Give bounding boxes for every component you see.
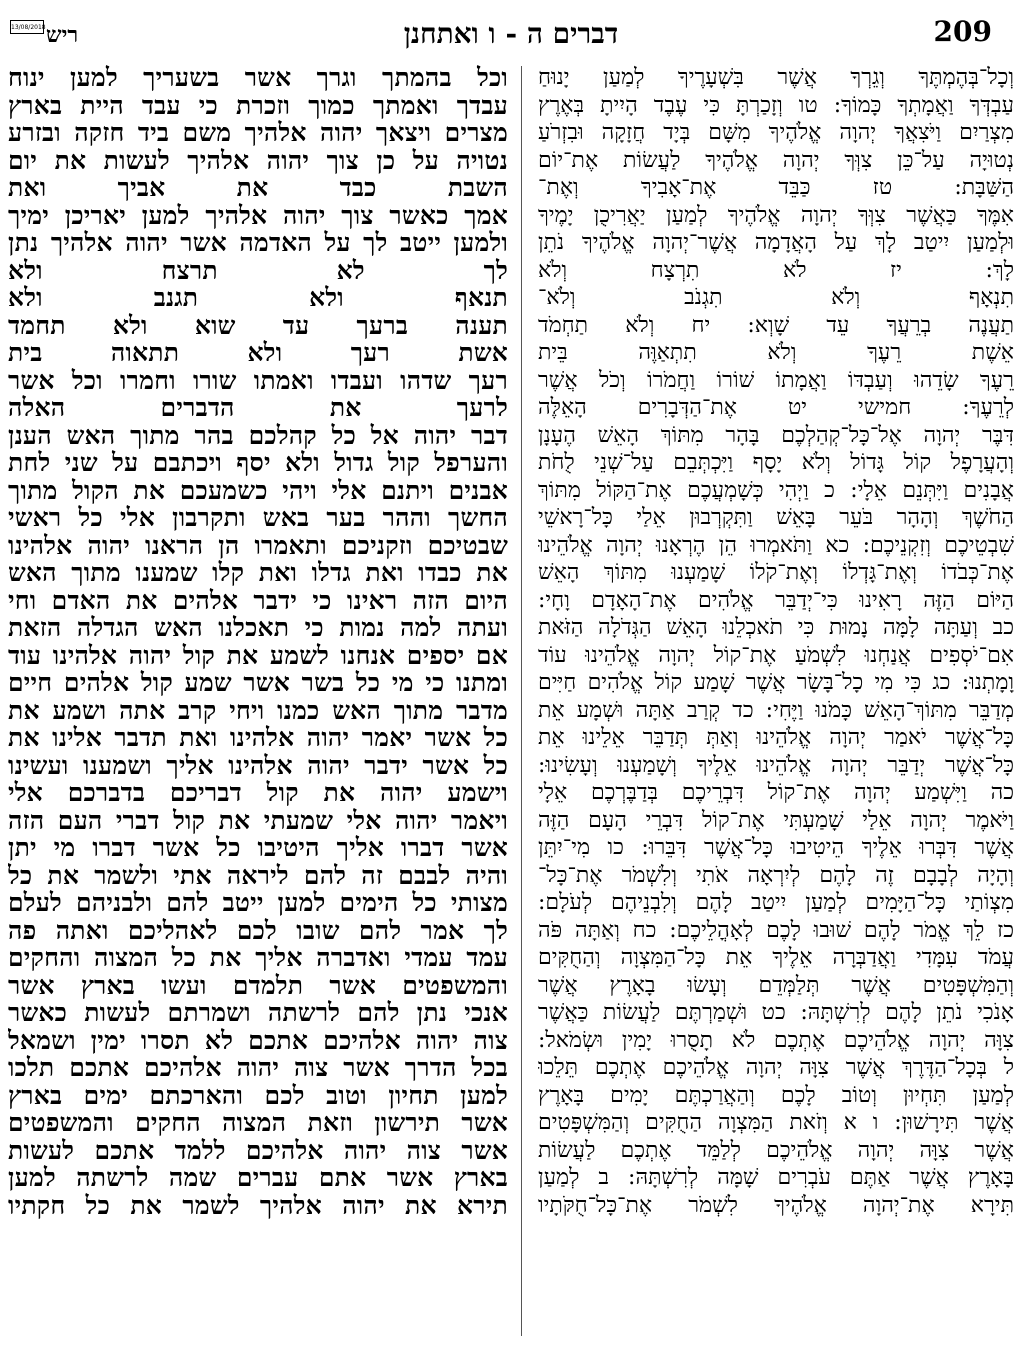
text-line-unpointed: אנכי נתן להם לרשתה ושמרתם לעשות כאשר [8, 999, 508, 1027]
text-line-unpointed: שבטיכם וזקניכם ותאמרו הן הראנו יהוה אלהינו [8, 531, 508, 559]
text-line-unpointed: בכל הדרך אשר צוה יהוה אלהיכם אתכם תלכו [8, 1054, 508, 1082]
text-line-vocalized: אֶת־כְּבֹדוֹ וְאֶת־גָּדְלוֹ וְאֶת־קֹלוֹ שָׁמַעְנוּ מִתּוֹךְ הָאֵשׁ [538, 560, 1014, 585]
text-line-unpointed: בארץ אשר אתם עברים שמה לרשתה למען [8, 1164, 508, 1192]
text-line-vocalized: וְהַמִּשְׁפָּטִים אֲשֶׁר תְּלַמְּדֵם וְעָשׂוּ בָאָרֶץ אֲשֶׁר [538, 972, 1014, 998]
text-line-vocalized: הַיּוֹם הַזֶּה רָאִינוּ כִּי־יְדַבֵּר אֱלֹהִים אֶת־הָאָדָם וָחָי: [538, 587, 1014, 613]
text-line-unpointed: וישמע יהוה את קול דבריכם בדברכם אלי [8, 779, 508, 807]
text-line-unpointed: ויאמר יהוה אלי שמעתי את קול דברי העם הזה [8, 806, 508, 834]
text-line-vocalized: מִצְוֹתַי כָּל־הַיָּמִים לְמַעַן יִיטַב לָהֶם וְלִבְנֵיהֶם לְעֹלָם: [538, 890, 1014, 915]
text-line-unpointed: כל אשר ידבר יהוה אלהינו אליך ושמענו ועשינו [8, 751, 508, 779]
text-line-unpointed: השבת כבד את אביך ואת [8, 174, 508, 202]
text-line-unpointed: והיה לבבם זה להם ליראה אתי ולשמר את כל [8, 861, 508, 889]
text-line-vocalized: וַיֹּאמֶר יְהוָה אֵלַי שָׁמַעְתִּי אֶת־קוֹל דִּבְרֵי הָעָם הַזֶּה [538, 807, 1014, 833]
right-column-vocalized-text [538, 64, 1014, 1219]
text-line-vocalized: אִמֶּךָ כַּאֲשֶׁר צִוְּךָ יְהוָה אֱלֹהֶיךָ לְמַעַן יַאֲרִיכֻן יָמֶיךָ [538, 202, 1014, 228]
text-line-vocalized: וְהָעֲרָפֶל קוֹל גָּדוֹל וְלֹא יָסָף וַיִּכְתְּבֵם עַל־שְׁנֵי לֻחֹת [538, 450, 1014, 475]
text-line-unpointed: נטויה על כן צוך יהוה אלהיך לעשות את יום [8, 146, 508, 174]
text-line-unpointed: לך לא תרצח ולא [8, 256, 508, 284]
text-line-unpointed: החשך וההר בער באש ותקרבון אלי כל ראשי [8, 504, 508, 532]
text-line-unpointed: דבר יהוה אל כל קהלכם בהר מתוך האש הענן [8, 421, 508, 449]
text-line-unpointed: לרעך את הדברים האלה [8, 394, 508, 422]
page-header [0, 0, 1022, 56]
text-line-unpointed: כל אשר יאמר יהוה אלהינו ואת תדבר אלינו את [8, 724, 508, 752]
page-number: 209 [933, 15, 992, 48]
text-line-unpointed: אשר תירשון וזאת המצוה החקים והמשפטים [8, 1109, 508, 1137]
column-divider [521, 66, 522, 1336]
text-line-unpointed: מצותי כל הימים למען ייטב להם ולבניהם לעלם [8, 889, 508, 917]
text-line-vocalized: וְכָל־בְּהֶמְתֶּךָ וְגֵרְךָ אֲשֶׁר בִּשְׁעָרֶיךָ לְמַעַן יָנוּחַ [538, 65, 1014, 90]
text-line-unpointed: רעך שדהו ועבדו ואמתו שורו וחמרו וכל אשר [8, 366, 508, 394]
text-line-unpointed: תירא את יהוה אלהיך לשמר את כל חקתיו [8, 1191, 508, 1219]
text-line-vocalized: תַעֲנֶה בְרֵעֲךָ עֵד שָׁוְא: יח וְלֹא תַחְמֹד [538, 312, 1014, 338]
text-line-unpointed: למען תחיון וטוב לכם והארכתם ימים בארץ [8, 1081, 508, 1109]
text-line-unpointed: תנאף ולא תגנב ולא [8, 284, 508, 312]
text-line-unpointed: עמד עמדי ואדברה אליך את כל המצוה והחקים [8, 944, 508, 972]
text-line-unpointed: מדבר מתוך האש כמנו ויחי קרב אתה ושמע את [8, 696, 508, 724]
text-line-vocalized: עֲמֹד עִמָּדִי וַאֲדַבְּרָה אֵלֶיךָ אֵת כָּל־הַמִּצְוָה וְהַחֻקִּים [538, 945, 1014, 970]
text-line-unpointed: אשת רעך ולא תתאוה בית [8, 339, 508, 367]
text-line-vocalized: אֲשֶׁר צִוָּה יְהוָה אֱלֹהֵיכֶם לְלַמֵּד אֶתְכֶם לַעֲשׂוֹת [538, 1137, 1014, 1163]
text-line-vocalized: כב וְעַתָּה לָמָּה נָמוּת כִּי תֹאכְלֵנוּ הָאֵשׁ הַגְּדֹלָה הַזֹּאת [538, 615, 1014, 640]
text-line-unpointed: היום הזה ראינו כי ידבר אלהים את האדם וחי [8, 586, 508, 614]
text-line-unpointed: אמך כאשר צוך יהוה אלהיך למען יאריכן ימיך [8, 201, 508, 229]
text-line-unpointed: ומתנו כי מי כל בשר אשר שמע קול אלהים חיים [8, 669, 508, 697]
text-line-vocalized: אָנֹכִי נֹתֵן לָהֶם לְרִשְׁתָּהּ: כט וּשְׁמַרְתֶּם לַעֲשׂוֹת כַּאֲשֶׁר [538, 1000, 1014, 1025]
text-line-vocalized: אֲשֶׁר תִּירָשׁוּן: ו א וְזֹאת הַמִּצְוָה הַחֻקִּים וְהַמִּשְׁפָּטִים [538, 1110, 1014, 1135]
text-line-vocalized: ל בְּכָל־הַדֶּרֶךְ אֲשֶׁר צִוָּה יְהוָה אֱלֹהֵיכֶם אֶתְכֶם תֵּלֵכוּ [538, 1055, 1014, 1080]
text-line-unpointed: מצרים ויצאך יהוה אלהיך משם ביד חזקה ובזרע [8, 119, 508, 147]
text-line-unpointed: ולמען ייטב לך על האדמה אשר יהוה אלהיך נתן [8, 229, 508, 257]
text-line-vocalized: בָּאָרֶץ אֲשֶׁר אַתֶּם עֹבְרִים שָׁמָּה לְרִשְׁתָּהּ: ב לְמַעַן [538, 1165, 1014, 1190]
text-line-vocalized: וָמָתְנוּ: כג כִּי מִי כָל־בָּשָׂר אֲשֶׁר שָׁמַע קוֹל אֱלֹהִים חַיִּים [538, 670, 1014, 695]
text-line-unpointed: והמשפטים אשר תלמדם ועשו בארץ אשר [8, 971, 508, 999]
text-line-vocalized: לָךְ: יז לֹא תִרְצָח וְלֹא [538, 257, 1014, 283]
text-line-vocalized: לְמַעַן תִּחְיוּן וְטוֹב לָכֶם וְהַאֲרַכְתֶּם יָמִים בָּאָרֶץ [538, 1082, 1014, 1108]
text-line-unpointed: והערפל קול גדול ולא יסף ויכתבם על שני לחת [8, 449, 508, 477]
text-line-unpointed: אבנים ויתנם אלי ויהי כשמעכם את הקול מתוך [8, 476, 508, 504]
text-line-vocalized: מְדַבֵּר מִתּוֹךְ־הָאֵשׁ כָּמֹנוּ וַיֶּחִי: כד קְרַב אַתָּה וּשְׁמָע אֵת [538, 697, 1014, 723]
text-line-unpointed: תענה ברעך עד שוא ולא תחמד [8, 311, 508, 339]
text-line-vocalized: כָּל־אֲשֶׁר יְדַבֵּר יְהוָה אֱלֹהֵינוּ אֵלֶיךָ וְשָׁמַעְנוּ וְעָשִׂינוּ: [538, 752, 1014, 778]
text-line-unpointed: צוה יהוה אלהיכם אתכם לא תסרו ימין ושמאל [8, 1026, 508, 1054]
corner-mark: ריש [46, 22, 79, 48]
text-line-vocalized: נְטוּיָה עַל־כֵּן צִוְּךָ יְהוָה אֱלֹהֶיךָ לַעֲשׂוֹת אֶת־יוֹם [538, 147, 1014, 173]
text-line-unpointed: אשר צוה יהוה אלהיכם ללמד אתכם לעשות [8, 1136, 508, 1164]
text-line-vocalized: דִּבֶּר יְהוָה אֶל־כָּל־קְהַלְכֶם בָּהָר מִתּוֹךְ הָאֵשׁ הֶעָנָן [538, 422, 1014, 448]
text-line-vocalized: אֵשֶׁת רֵעֶךָ וְלֹא תִתְאַוֶּה בֵּית [538, 340, 1014, 365]
left-column-unpointed-text [8, 64, 508, 1219]
text-line-unpointed: עבדך ואמתך כמוך וזכרת כי עבד היית בארץ [8, 91, 508, 119]
text-line-vocalized: רֵעֶךָ שָׂדֵהוּ וְעַבְדּוֹ וַאֲמָתוֹ שׁוֹרוֹ וַחֲמֹרוֹ וְכֹל אֲשֶׁר [538, 367, 1014, 393]
text-line-vocalized: עַבְדְּךָ וַאֲמָתְךָ כָּמוֹךָ: טו וְזָכַרְתָּ כִּי עֶבֶד הָיִיתָ בְּאֶרֶץ [538, 92, 1014, 118]
text-line-vocalized: כז לֵךְ אֱמֹר לָהֶם שׁוּבוּ לָכֶם לְאָהֳלֵיכֶם: כח וְאַתָּה פֹּה [538, 917, 1014, 943]
text-line-vocalized: אֲבָנִים וַיִּתְּנֵם אֵלָי: כ וַיְהִי כְּשָׁמְעֲכֶם אֶת־הַקּוֹל מִתּוֹךְ [538, 477, 1014, 503]
date-stamp: 13/08/2018 [10, 20, 44, 34]
text-line-unpointed: את כבדו ואת גדלו ואת קלו שמענו מתוך האש [8, 559, 508, 587]
text-line-vocalized: אִם־יֹסְפִים אֲנַחְנוּ לִשְׁמֹעַ אֶת־קוֹל יְהוָה אֱלֹהֵינוּ עוֹד [538, 642, 1014, 668]
text-line-vocalized: מִצְרַיִם וַיֹּצִאֲךָ יְהוָה אֱלֹהֶיךָ מִשָּׁם בְּיָד חֲזָקָה וּבִזְרֹעַ [538, 120, 1014, 145]
text-line-vocalized: כה וַיִּשְׁמַע יְהוָה אֶת־קוֹל דִּבְרֵיכֶם בְּדַבֶּרְכֶם אֵלָי [538, 780, 1014, 805]
text-line-vocalized: כָּל־אֲשֶׁר יֹאמַר יְהוָה אֱלֹהֵינוּ וְאַתְּ תְּדַבֵּר אֵלֵינוּ אֵת [538, 725, 1014, 750]
text-line-unpointed: אם יספים אנחנו לשמע את קול יהוה אלהינו עוד [8, 641, 508, 669]
text-line-unpointed: אשר דברו אליך היטיבו כל אשר דברו מי יתן [8, 834, 508, 862]
text-line-vocalized: צִוָּה יְהוָה אֱלֹהֵיכֶם אֶתְכֶם לֹא תָסֻרוּ יָמִין וּשְׂמֹאל: [538, 1027, 1014, 1053]
text-line-vocalized: תִּירָא אֶת־יְהוָה אֱלֹהֶיךָ לִשְׁמֹר אֶת־כָּל־חֻקֹּתָיו [538, 1192, 1014, 1218]
text-line-vocalized: אֲשֶׁר דִּבְּרוּ אֵלֶיךָ הֵיטִיבוּ כָּל־אֲשֶׁר דִּבֵּרוּ: כו מִי־יִתֵּן [538, 835, 1014, 860]
text-line-unpointed: וכל בהמתך וגרך אשר בשעריך למען ינוח [8, 64, 508, 92]
text-line-vocalized: תִנְאָף וְלֹא תִגְנֹב וְלֹא־ [538, 285, 1014, 310]
text-line-vocalized: לְרֵעֶךָ: חמישי יט אֶת־הַדְּבָרִים הָאֵלֶּה [538, 395, 1014, 420]
running-head: דברים ה - ו ואתחנן [403, 17, 619, 50]
text-line-vocalized: וּלְמַעַן יִיטַב לָךְ עַל הָאֲדָמָה אֲשֶׁר־יְהוָה אֱלֹהֶיךָ נֹתֵן [538, 230, 1014, 255]
text-line-unpointed: ועתה למה נמות כי תאכלנו האש הגדלה הזאת [8, 614, 508, 642]
text-line-vocalized: הַחֹשֶׁךְ וְהָהָר בֹּעֵר בָּאֵשׁ וַתִּקְרְבוּן אֵלַי כָּל־רָאשֵׁי [538, 505, 1014, 530]
text-line-unpointed: לך אמר להם שובו לכם לאהליכם ואתה פה [8, 916, 508, 944]
text-line-vocalized: שִׁבְטֵיכֶם וְזִקְנֵיכֶם: כא וַתֹּאמְרוּ הֵן הֶרְאָנוּ יְהוָה אֱלֹהֵינוּ [538, 532, 1014, 558]
text-line-vocalized: וְהָיָה לְבָבָם זֶה לָהֶם לְיִרְאָה אֹתִי וְלִשְׁמֹר אֶת־כָּל־ [538, 862, 1014, 888]
text-line-vocalized: הַשַּׁבָּת: טז כַּבֵּד אֶת־אָבִיךָ וְאֶת־ [538, 175, 1014, 200]
